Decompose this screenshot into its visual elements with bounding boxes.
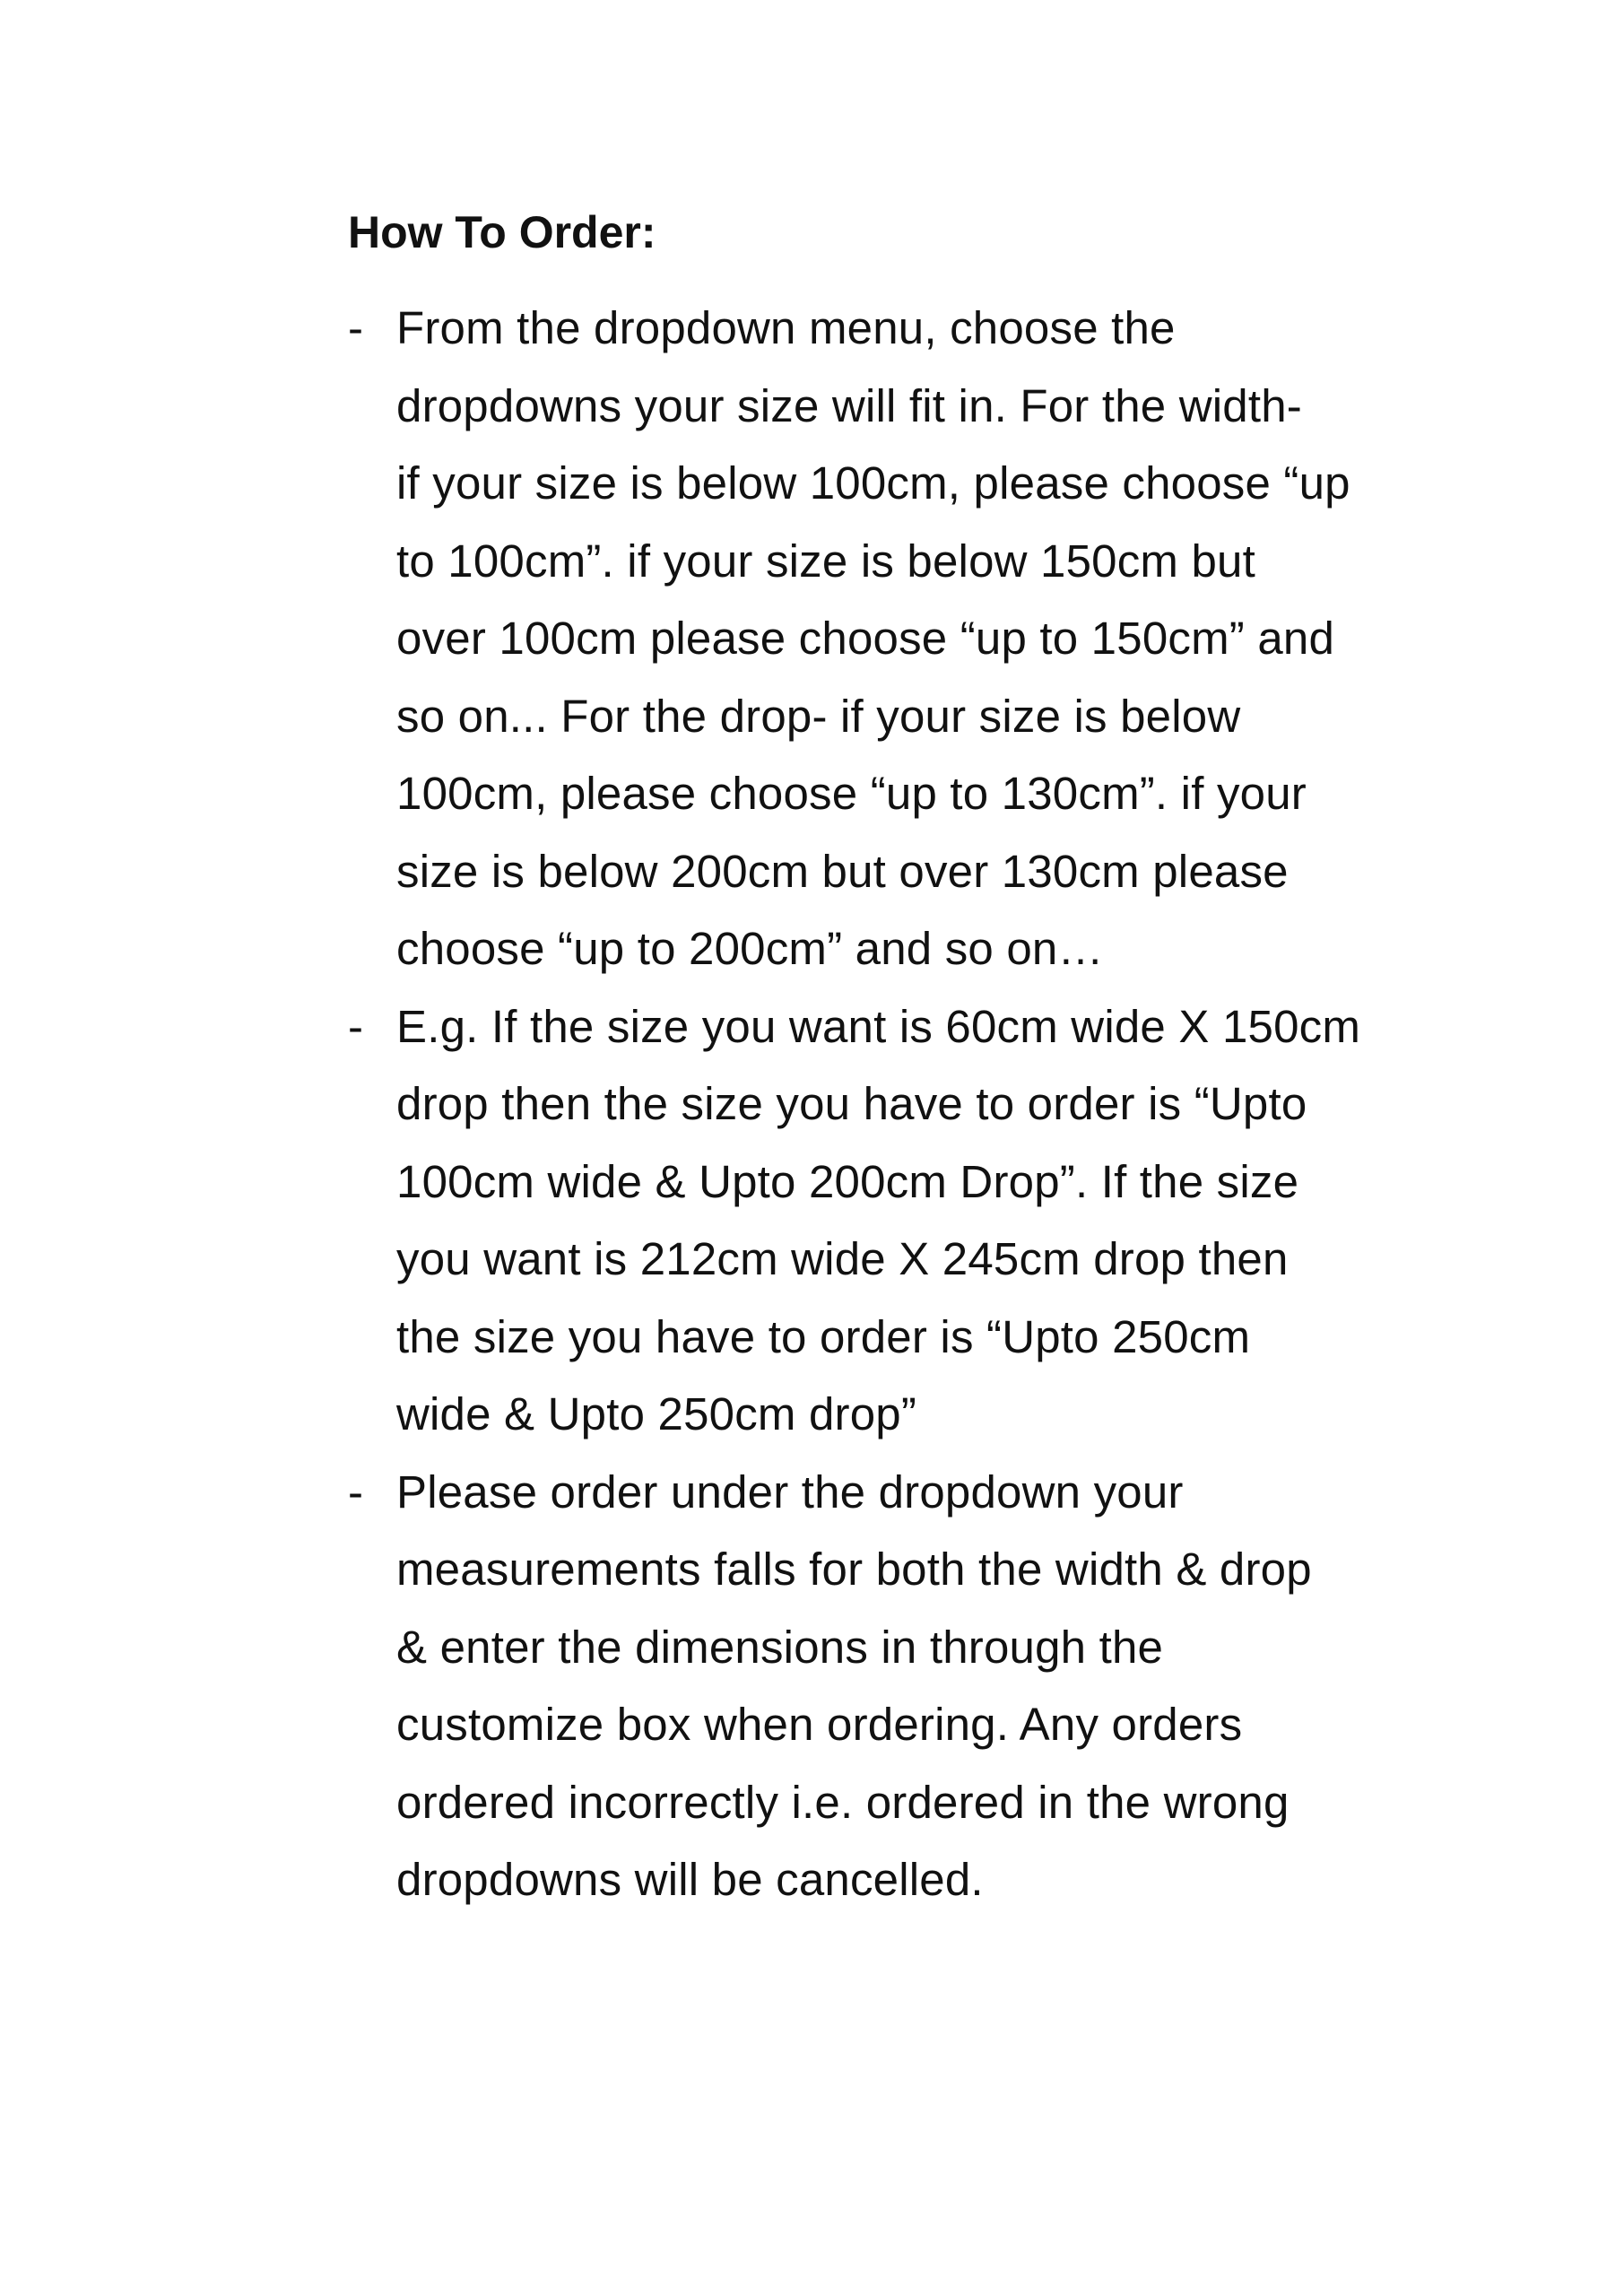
list-item-line: drop then the size you have to order is “Upto <box>396 1078 1307 1129</box>
list-item-line: choose “up to 200cm” and so on… <box>396 923 1104 974</box>
list-item-line: so on... For the drop- if your size is below <box>396 690 1241 742</box>
list-item <box>348 1454 1478 1919</box>
list-item-line: Please order under the dropdown your <box>396 1465 1184 1518</box>
instruction-list <box>348 290 1478 1919</box>
list-item-line: wide & Upto 250cm drop” <box>396 1388 917 1439</box>
list-item-line: over 100cm please choose “up to 150cm” and <box>396 613 1335 664</box>
bullet-dash: - <box>348 1000 364 1052</box>
list-item-line: to 100cm”. if your size is below 150cm but <box>396 535 1255 587</box>
list-item-line: 100cm wide & Upto 200cm Drop”. If the size <box>396 1155 1299 1207</box>
page-title: How To Order: <box>348 207 656 257</box>
list-item-line: & enter the dimensions in through the <box>396 1621 1164 1673</box>
list-item-line: customize box when ordering. Any orders <box>396 1699 1243 1750</box>
bullet-dash: - <box>348 302 364 353</box>
list-item <box>348 988 1478 1454</box>
list-item-line: the size you have to order is “Upto 250cm <box>396 1310 1251 1362</box>
list-item-line: you want is 212cm wide X 245cm drop then <box>396 1233 1289 1284</box>
list-item-line: ordered incorrectly i.e. ordered in the wrong <box>396 1776 1290 1828</box>
list-item-line: size is below 200cm but over 130cm please <box>396 845 1289 897</box>
list-item-line: dropdowns your size will fit in. For the width- <box>396 379 1302 431</box>
list-item-line: From the dropdown menu, choose the <box>396 302 1176 353</box>
list-item-line: if your size is below 100cm, please choose “up <box>396 457 1350 509</box>
list-item <box>348 290 1478 988</box>
list-item-line: dropdowns will be cancelled. <box>396 1854 984 1905</box>
list-item-line: measurements falls for both the width & drop <box>396 1544 1312 1595</box>
list-item-line: E.g. If the size you want is 60cm wide X 150cm <box>396 1000 1361 1052</box>
list-item-line: 100cm, please choose “up to 130cm”. if your <box>396 768 1307 819</box>
bullet-dash: - <box>348 1465 364 1518</box>
